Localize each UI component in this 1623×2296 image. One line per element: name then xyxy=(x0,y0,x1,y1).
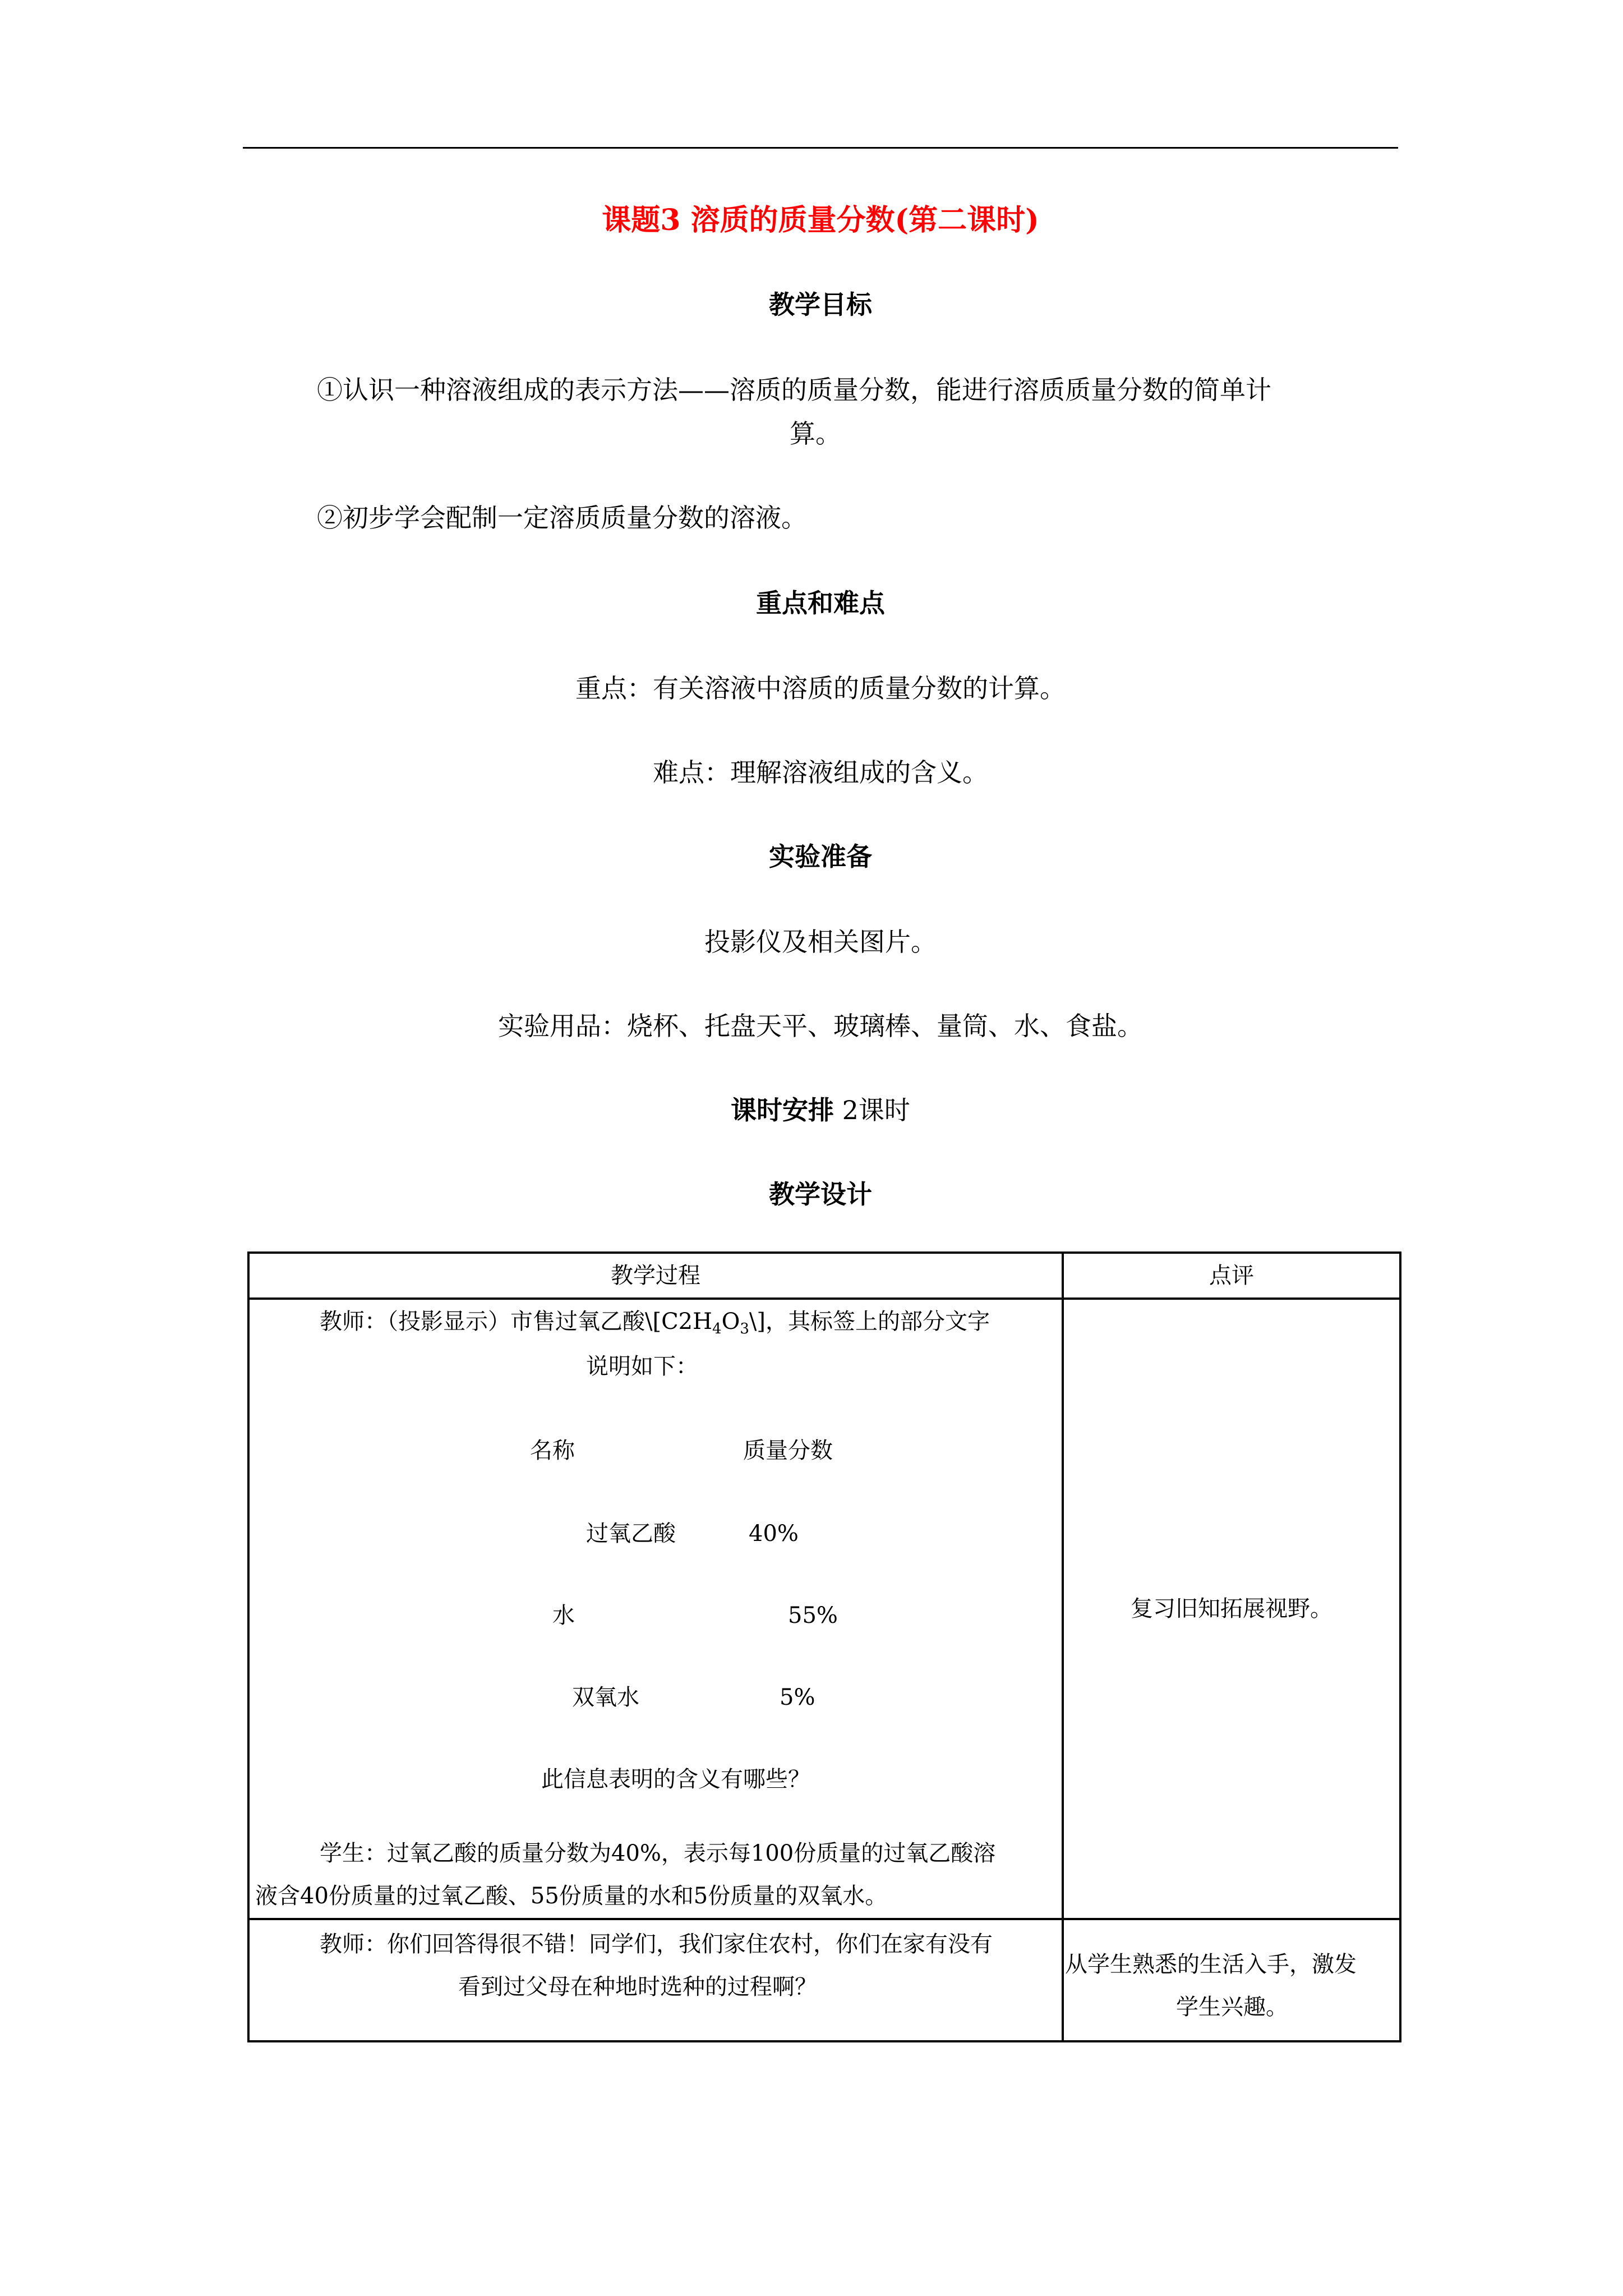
table-row xyxy=(248,1919,1400,2041)
design-heading: 教学设计 xyxy=(769,1179,872,1209)
objective-2: ②初步学会配制一定溶质质量分数的溶液。 xyxy=(317,503,807,533)
header-rule xyxy=(243,147,1398,149)
difficulty: 难点：理解溶液组成的含义。 xyxy=(653,757,988,788)
student-answer-line-2: 液含40份质量的过氧乙酸、55份质量的水和5份质量的双氧水。 xyxy=(255,1883,888,1909)
comment-line-1: 从学生熟悉的生活入手，激发 xyxy=(1065,1952,1357,1977)
label-header-fraction: 质量分数 xyxy=(743,1438,833,1464)
prep-item-2: 实验用品：烧杯、托盘天平、玻璃棒、量筒、水、食盐。 xyxy=(498,1011,1143,1041)
student-answer-line-1: 学生：过氧乙酸的质量分数为40%，表示每100份质量的过氧乙酸溶 xyxy=(320,1841,996,1866)
label-item-name: 过氧乙酸 xyxy=(586,1521,676,1547)
label-item-value: 5% xyxy=(780,1685,815,1710)
teacher-line-1: 教师：你们回答得很不错！同学们，我们家住农村，你们在家有没有 xyxy=(320,1931,993,1957)
prep-heading: 实验准备 xyxy=(769,841,872,872)
label-item-value: 40% xyxy=(749,1521,799,1547)
schedule-line xyxy=(243,1093,1398,1128)
header-comment: 点评 xyxy=(1063,1253,1400,1299)
objective-1-line1: ①认识一种溶液组成的表示方法——溶质的质量分数，能进行溶质质量分数的简单计 xyxy=(317,375,1271,405)
teacher-line-2: 说明如下： xyxy=(586,1354,698,1379)
label-item-value: 55% xyxy=(788,1603,838,1628)
key-points-heading: 重点和难点 xyxy=(756,588,885,618)
page-title: 课题3 溶质的质量分数(第二课时) xyxy=(602,203,1039,237)
prep-item-1: 投影仪及相关图片。 xyxy=(704,927,937,957)
teacher-line-2: 看到过父母在种地时选种的过程啊？ xyxy=(458,1974,817,2000)
objectives-heading: 教学目标 xyxy=(769,289,872,320)
comment-line-2: 学生兴趣。 xyxy=(1176,1994,1288,2020)
table-row xyxy=(248,1299,1400,1919)
comment-text: 复习旧知拓展视野。 xyxy=(1131,1596,1332,1622)
schedule-label: 课时安排 xyxy=(731,1095,834,1125)
process-cell-2 xyxy=(248,1919,1063,2041)
objective-1-line2: 算。 xyxy=(790,418,841,449)
key-point: 重点：有关溶液中溶质的质量分数的计算。 xyxy=(575,673,1066,703)
comment-cell-1 xyxy=(1063,1299,1400,1919)
header-process: 教学过程 xyxy=(248,1253,1063,1299)
question: 此信息表明的含义有哪些？ xyxy=(541,1766,810,1792)
label-item-name: 水 xyxy=(552,1603,575,1628)
process-cell-1 xyxy=(248,1299,1063,1919)
teacher-line-1: 教师：（投影显示）市售过氧乙酸$\backslash[C2H_4O_3\backslash]$，其标签上的部分文字 xyxy=(320,1309,990,1337)
label-header-name: 名称 xyxy=(530,1438,575,1464)
teaching-design-table xyxy=(247,1251,1401,2042)
schedule-value: 2课时 xyxy=(834,1095,910,1125)
table-header-row xyxy=(248,1253,1400,1299)
label-item-name: 双氧水 xyxy=(572,1685,639,1710)
comment-cell-2 xyxy=(1063,1919,1400,2041)
